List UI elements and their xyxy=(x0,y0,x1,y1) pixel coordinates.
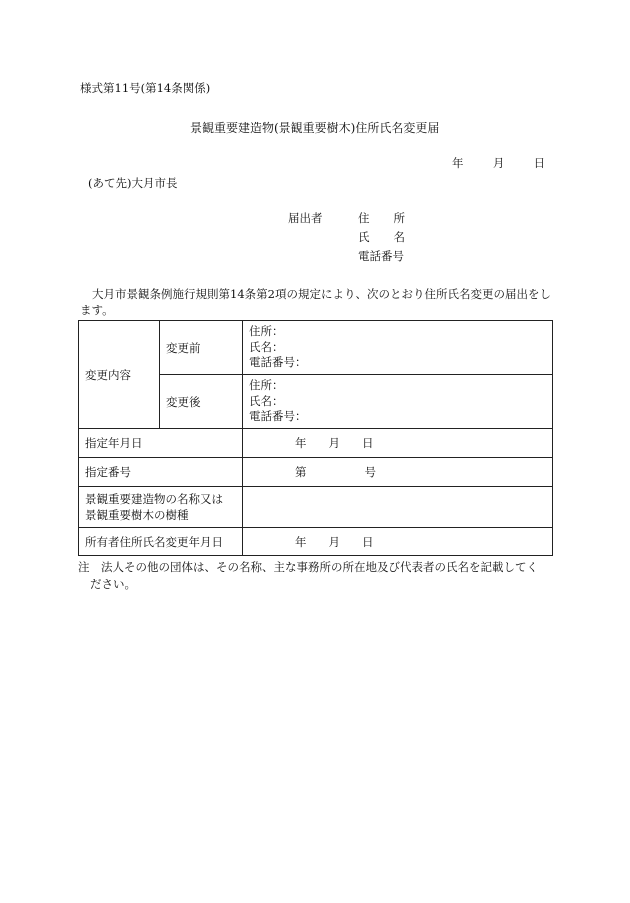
addressee: (あて先)大月市長 xyxy=(88,176,178,190)
change-content-label: 変更内容 xyxy=(79,321,160,429)
after-fields xyxy=(243,375,553,429)
note-line1: 注 法人その他の団体は、その名称、主な事務所の所在地及び代表者の氏名を記載してく xyxy=(78,560,538,574)
after-label: 変更後 xyxy=(160,375,243,429)
applicant-phone-label: 電話番号 xyxy=(358,249,404,263)
object-name-value xyxy=(243,487,553,528)
owner-change-date-value: 年 月 日 xyxy=(243,528,553,556)
before-name-field: 氏名： xyxy=(249,339,284,354)
page-title: 景観重要建造物(景観重要樹木)住所氏名変更届 xyxy=(190,121,440,135)
before-fields xyxy=(243,321,553,375)
body-text-line1: 大月市景観条例施行規則第14条第2項の規定により、次のとおり住所氏名変更の届出をし xyxy=(92,287,551,301)
applicant-label: 届出者 xyxy=(288,211,323,225)
after-address-field: 住所： xyxy=(249,378,284,393)
change-table xyxy=(78,320,553,556)
designation-number-value: 第 号 xyxy=(243,458,553,487)
before-label: 変更前 xyxy=(160,321,243,375)
applicant-name-label: 氏 名 xyxy=(358,230,405,244)
date-line xyxy=(452,155,545,171)
before-phone-field: 電話番号： xyxy=(249,355,307,370)
designation-date-label: 指定年月日 xyxy=(79,429,243,458)
date-month: 月 xyxy=(492,156,505,170)
note-line2: ださい。 xyxy=(90,577,136,591)
date-day: 日 xyxy=(533,156,546,170)
designation-number-label: 指定番号 xyxy=(79,458,243,487)
date-year: 年 xyxy=(452,156,464,170)
after-phone-field: 電話番号： xyxy=(249,409,307,424)
owner-change-date-label: 所有者住所氏名変更年月日 xyxy=(79,528,243,556)
before-address-field: 住所： xyxy=(249,324,284,339)
designation-date-value: 年 月 日 xyxy=(243,429,553,458)
body-text-line2: ます。 xyxy=(80,303,114,317)
object-name-label: 景観重要建造物の名称又は 景観重要樹木の樹種 xyxy=(79,487,243,528)
applicant-address-label: 住 所 xyxy=(358,211,405,225)
after-name-field: 氏名： xyxy=(249,393,284,408)
form-number: 様式第11号(第14条関係) xyxy=(80,81,211,95)
